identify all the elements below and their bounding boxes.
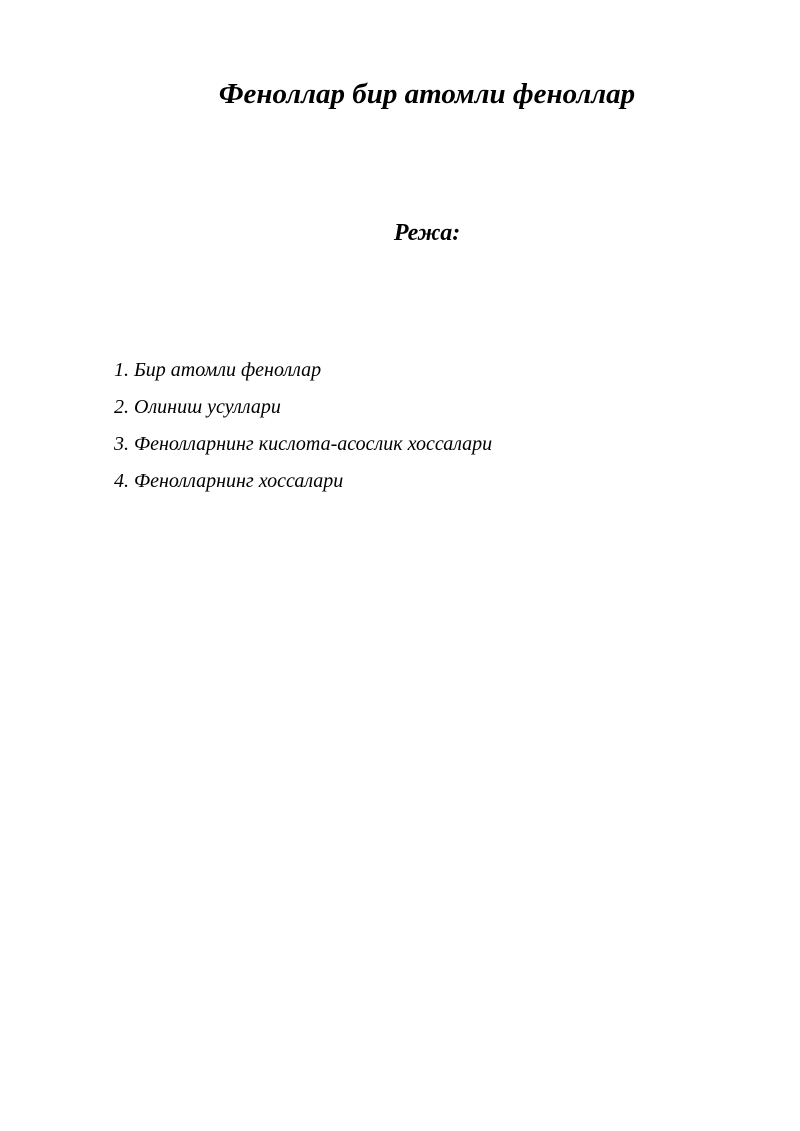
plan-item-2 <box>114 391 754 428</box>
plan-item-1 <box>114 354 754 391</box>
plan-item-text: Фенолларнинг кислота-асослик хоссалари <box>134 433 493 455</box>
plan-item-text: Фенолларнинг хоссалари <box>134 470 344 492</box>
plan-item-number: 4. <box>114 470 129 492</box>
plan-item-text: Олиниш усуллари <box>134 396 281 418</box>
plan-item-4 <box>114 465 754 502</box>
plan-item-3 <box>114 428 754 465</box>
document-title: Феноллар бир атомли феноллар <box>218 78 636 110</box>
plan-item-text: Бир атомли феноллар <box>134 359 322 381</box>
plan-heading: Режа: <box>393 220 461 246</box>
plan-item-number: 1. <box>114 359 129 381</box>
plan-item-number: 3. <box>114 433 129 455</box>
plan-list <box>114 354 754 502</box>
plan-item-number: 2. <box>114 396 129 418</box>
